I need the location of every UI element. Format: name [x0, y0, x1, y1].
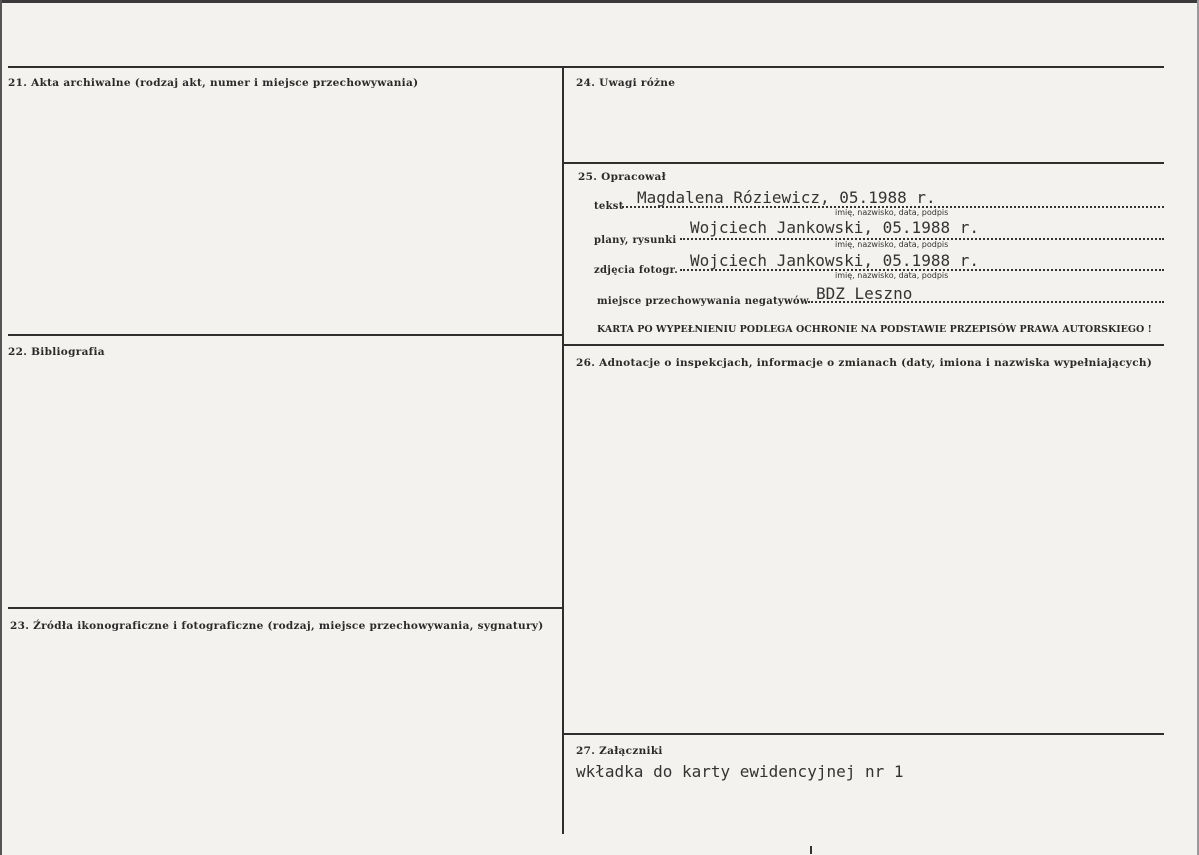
negatywy-label: miejsce przechowywania negatywów	[597, 296, 809, 307]
top-border-line	[8, 66, 1164, 68]
divider-25-26	[563, 344, 1164, 346]
zdjecia-label: zdjęcia fotogr.	[594, 265, 679, 276]
attachments-value: wkładka do karty ewidencyjnej nr 1	[576, 762, 904, 781]
negatywy-value: BDZ Leszno	[816, 284, 913, 303]
section-26-label: 26. Adnotacje o inspekcjach, informacje o zmianach (daty, imiona i nazwiska wypełniających)	[576, 357, 1153, 369]
plany-value: Wojciech Jankowski, 05.1988 r.	[690, 218, 979, 237]
divider-24-25	[563, 162, 1164, 164]
copyright-notice: KARTA PO WYPEŁNIENIU PODLEGA OCHRONIE NA PODSTAWIE PRZEPISÓW PRAWA AUTORSKIEGO !	[597, 324, 1152, 335]
plany-caption: imię, nazwisko, data, podpis	[835, 240, 949, 249]
section-23-label: 23. Źródła ikonograficzne i fotograficzne (rodzaj, miejsce przechowywania, sygnatury)	[10, 620, 544, 632]
tekst-label: tekst	[594, 201, 624, 212]
section-22-label: 22. Bibliografia	[8, 346, 105, 358]
paper-left-edge	[0, 0, 2, 855]
zdjecia-caption: imię, nazwisko, data, podpis	[835, 271, 949, 280]
divider-22-23	[8, 607, 563, 609]
tekst-caption: imię, nazwisko, data, podpis	[835, 208, 949, 217]
section-21-label: 21. Akta archiwalne (rodzaj akt, numer i miejsce przechowywania)	[8, 77, 419, 89]
section-27-label: 27. Załączniki	[576, 745, 663, 757]
center-divider-line	[562, 66, 564, 834]
tekst-value: Magdalena Róziewicz, 05.1988 r.	[637, 188, 936, 207]
plany-label: plany, rysunki	[594, 235, 677, 246]
zdjecia-value: Wojciech Jankowski, 05.1988 r.	[690, 251, 979, 270]
section-25-label: 25. Opracował	[578, 171, 666, 183]
divider-21-22	[8, 334, 563, 336]
divider-26-27	[563, 733, 1164, 735]
section-24-label: 24. Uwagi różne	[576, 77, 676, 89]
bottom-tick-mark	[810, 846, 812, 854]
paper-top-edge	[0, 0, 1199, 3]
